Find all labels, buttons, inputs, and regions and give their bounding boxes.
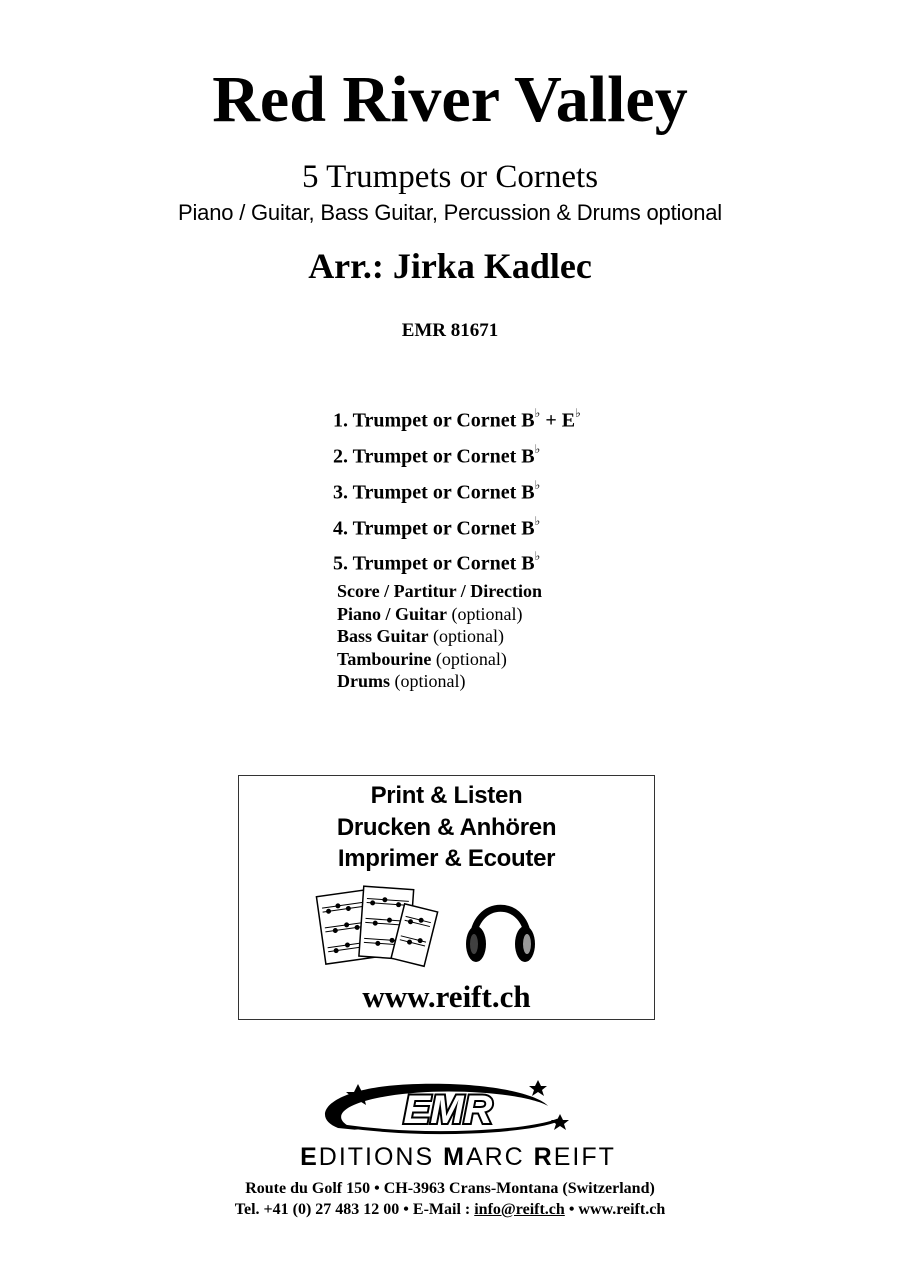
publisher-address: Route du Golf 150 • CH-3963 Crans-Montana (Switzerland) xyxy=(245,1180,655,1197)
extra-item xyxy=(337,603,542,626)
part-label: 1. Trumpet or Cornet B xyxy=(333,409,535,432)
contact-prefix: Tel. +41 (0) 27 483 12 00 • E-Mail : xyxy=(234,1201,475,1218)
publisher-logo xyxy=(238,1076,678,1171)
headphones-icon xyxy=(466,908,535,962)
extra-name: Tambourine xyxy=(337,648,432,669)
extra-item xyxy=(337,580,542,603)
extra-name: Score / Partitur / Direction xyxy=(337,581,542,601)
part-item xyxy=(333,400,581,436)
part-item xyxy=(333,436,581,472)
instrumentation-line: Piano / Guitar, Bass Guitar, Percussion & Drums optional xyxy=(178,200,722,225)
extra-note: (optional) xyxy=(431,648,507,669)
catalog-number: EMR 81671 xyxy=(401,320,499,341)
flat-symbol: ♭ xyxy=(534,549,541,564)
page-title: Red River Valley xyxy=(212,63,688,136)
part-label: 3. Trumpet or Cornet B xyxy=(333,481,535,504)
subtitle: 5 Trumpets or Cornets xyxy=(301,159,599,195)
print-listen-box xyxy=(238,775,655,1020)
part-label: 5. Trumpet or Cornet B xyxy=(333,553,535,576)
publisher-contact xyxy=(0,1199,900,1220)
promo-url: www.reift.ch xyxy=(362,979,531,1014)
part-label: 4. Trumpet or Cornet B xyxy=(333,517,535,540)
star-icon xyxy=(529,1080,547,1096)
flat-symbol: ♭ xyxy=(534,441,541,456)
extra-name: Piano / Guitar xyxy=(337,603,448,624)
promo-icons xyxy=(313,882,583,972)
publisher-name: EDITIONS MARC REIFT xyxy=(300,1143,616,1171)
extra-item xyxy=(337,648,542,671)
parts-list xyxy=(333,400,581,579)
emr-logo-mark xyxy=(298,1076,578,1138)
logo-mark-text: EMR xyxy=(403,1088,493,1132)
extra-note: (optional) xyxy=(390,671,466,691)
promo-line-de: Drucken & Anhören xyxy=(336,813,557,841)
extra-note: (optional) xyxy=(428,626,504,646)
extra-item xyxy=(337,670,542,693)
promo-line-fr: Imprimer & Ecouter xyxy=(337,845,556,872)
star-icon xyxy=(551,1114,569,1130)
extra-item xyxy=(337,625,542,648)
extras-list xyxy=(337,580,542,693)
part-label-extra: + E xyxy=(540,409,576,432)
flat-symbol: ♭ xyxy=(575,406,581,420)
promo-line-en: Print & Listen xyxy=(370,782,523,809)
flat-symbol: ♭ xyxy=(534,477,541,492)
part-label: 2. Trumpet or Cornet B xyxy=(333,445,535,468)
email-link[interactable]: info@reift.ch xyxy=(474,1201,565,1218)
arranger: Arr.: Jirka Kadlec xyxy=(308,246,592,286)
part-item xyxy=(333,543,581,579)
extra-name: Drums xyxy=(337,671,390,691)
part-item xyxy=(333,508,581,544)
flat-symbol: ♭ xyxy=(534,406,541,420)
sheet-music-icon xyxy=(316,886,437,966)
flat-symbol: ♭ xyxy=(534,513,541,528)
contact-suffix: • www.reift.ch xyxy=(564,1201,666,1218)
part-item xyxy=(333,472,581,508)
extra-note: (optional) xyxy=(447,603,523,624)
extra-name: Bass Guitar xyxy=(337,626,429,646)
